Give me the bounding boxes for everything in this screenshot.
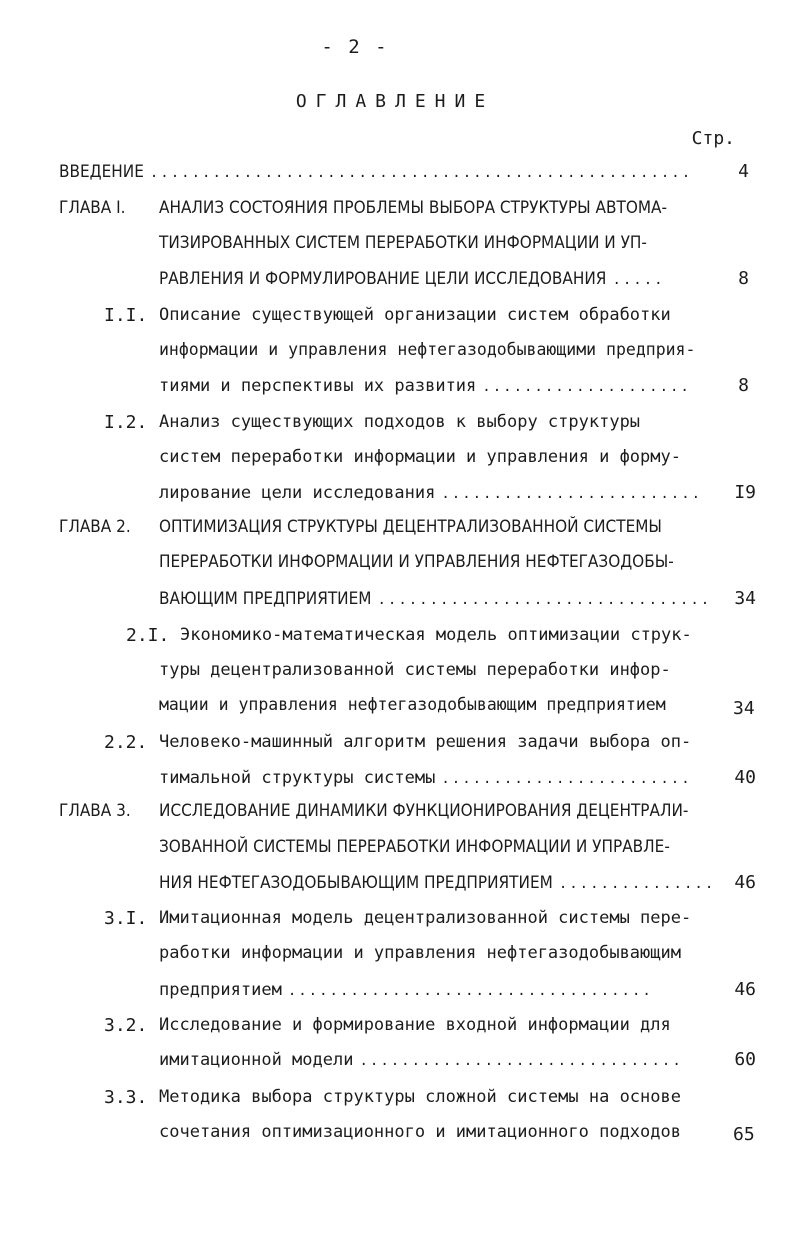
entry-page: 60 xyxy=(734,1049,756,1070)
leader-dots: ......................... xyxy=(441,487,703,501)
entry-text: имитационной модели xyxy=(159,1050,354,1070)
toc-entry-ch2-line3 xyxy=(0,590,799,614)
entry-number: I.I. xyxy=(104,305,148,326)
entry-text: Человеко-машинный алгоритм решения задачи выбора оп- xyxy=(159,732,692,752)
entry-text: мации и управления нефтегазодобывающим предприятием xyxy=(159,695,666,714)
toc-entry-ch1-line2 xyxy=(0,235,799,259)
toc-entry-ch2-line2 xyxy=(0,554,799,578)
entry-number: ГЛАВА 3. xyxy=(59,801,131,821)
leader-dots: .................................................... xyxy=(149,166,693,180)
entry-page: 65 xyxy=(733,1124,755,1145)
toc-entry-s3-2-line2 xyxy=(0,1051,799,1075)
toc-entry-s3-2-line1 xyxy=(0,1017,799,1041)
entry-number: 3.I. xyxy=(104,908,148,929)
entry-text: Описание существующей организации систем обработки xyxy=(159,305,671,325)
entry-page: 46 xyxy=(734,872,756,893)
entry-text: ИССЛЕДОВАНИЕ ДИНАМИКИ ФУНКЦИОНИРОВАНИЯ ДЕЦЕНТРАЛИ- xyxy=(159,801,689,821)
entry-text: Исследование и формирование входной информации для xyxy=(159,1015,671,1035)
toc-entry-s2-2-line1 xyxy=(0,734,799,758)
entry-text: туры децентрализованной системы переработки инфор- xyxy=(159,660,671,680)
toc-entry-s1-2-line3 xyxy=(0,484,799,508)
entry-text: тимальной структуры системы xyxy=(159,768,436,788)
toc-entry-s2-1-line2 xyxy=(0,662,799,686)
entry-text: информации и управления нефтегазодобывающими предприя- xyxy=(159,340,696,359)
toc-entry-s3-3-line1 xyxy=(0,1089,799,1113)
entry-text: Имитационная модель децентрализованной системы пере- xyxy=(159,908,692,928)
toc-entry-ch1-line1 xyxy=(0,200,799,224)
leader-dots: ................................... xyxy=(287,984,653,998)
entry-number: ГЛАВА I. xyxy=(59,198,126,218)
entry-number: ГЛАВА 2. xyxy=(59,517,131,537)
entry-page: 8 xyxy=(738,268,749,289)
leader-dots: ..... xyxy=(612,273,665,287)
entry-text: тиями и перспективы их развития xyxy=(159,376,477,396)
leader-dots: ............... xyxy=(558,877,716,891)
toc-entry-s3-1-line2 xyxy=(0,945,799,969)
leader-dots: ............................... xyxy=(359,1054,683,1068)
leader-dots: ................................ xyxy=(377,593,712,607)
entry-text: предприятием xyxy=(159,980,282,1000)
entry-title: ВВЕДЕНИЕ xyxy=(59,162,144,182)
page-number: - 2 - xyxy=(321,36,389,58)
entry-page: 8 xyxy=(738,375,749,396)
toc-entry-s2-1-line3 xyxy=(0,697,799,721)
entry-text: лирование цели исследования xyxy=(159,483,436,503)
entry-text: Методика выбора структуры сложной системы на основе xyxy=(159,1087,681,1107)
toc-title: ОГЛАВЛЕНИЕ xyxy=(295,91,495,112)
toc-entry-ch2-line1 xyxy=(0,519,799,543)
entry-text: РАВЛЕНИЯ И ФОРМУЛИРОВАНИЕ ЦЕЛИ ИССЛЕДОВАНИЯ xyxy=(159,269,607,289)
entry-page: I9 xyxy=(734,482,756,503)
toc-entry-s1-2-line2 xyxy=(0,449,799,473)
leader-dots: .................... xyxy=(482,380,691,394)
toc-entry-s1-1-line2 xyxy=(0,342,799,366)
entry-text: работки информации и управления нефтегазодобывающим xyxy=(159,943,681,963)
toc-entry-s2-1-line1 xyxy=(0,627,799,651)
toc-entry-ch1-line3 xyxy=(0,270,799,294)
entry-page: 34 xyxy=(734,588,756,609)
entry-page: 4 xyxy=(738,161,749,182)
toc-entry-s1-1-line1 xyxy=(0,307,799,331)
entry-page: 46 xyxy=(734,979,756,1000)
entry-text: ОПТИМИЗАЦИЯ СТРУКТУРЫ ДЕЦЕНТРАЛИЗОВАННОЙ СИСТЕМЫ xyxy=(159,517,662,537)
toc-entry-s3-1-line1 xyxy=(0,910,799,934)
entry-number: 3.3. xyxy=(104,1087,148,1108)
entry-page: 40 xyxy=(734,767,756,788)
entry-text: Экономико-математическая модель оптимизации струк- xyxy=(180,625,692,645)
toc-entry-ch3-line1 xyxy=(0,803,799,827)
toc-entry-ch3-line3 xyxy=(0,874,799,898)
page-column-label: Стр. xyxy=(691,128,735,149)
toc-entry-s3-1-line3 xyxy=(0,981,799,1005)
toc-entry-ch3-line2 xyxy=(0,839,799,863)
entry-text: систем переработки информации и управления и форму- xyxy=(159,447,681,467)
entry-text: ПЕРЕРАБОТКИ ИНФОРМАЦИИ И УПРАВЛЕНИЯ НЕФТЕГАЗОДОБЫ- xyxy=(159,552,674,572)
entry-number: I.2. xyxy=(104,412,148,433)
toc-entry-s1-2-line1 xyxy=(0,414,799,438)
toc-entry-s2-2-line2 xyxy=(0,769,799,793)
entry-text: Анализ существующих подходов к выбору структуры xyxy=(159,412,641,432)
entry-number: 2.I. xyxy=(126,625,170,646)
entry-text: АНАЛИЗ СОСТОЯНИЯ ПРОБЛЕМЫ ВЫБОРА СТРУКТУРЫ АВТОМА- xyxy=(159,198,668,218)
entry-text: ВАЮЩИМ ПРЕДПРИЯТИЕМ xyxy=(159,589,372,609)
entry-text: сочетания оптимизационного и имитационного подходов xyxy=(159,1122,681,1142)
toc-entry-s1-1-line3 xyxy=(0,377,799,401)
toc-entry-intro xyxy=(0,163,799,187)
toc-entry-s3-3-line2 xyxy=(0,1124,799,1148)
leader-dots: ........................ xyxy=(441,772,692,786)
entry-text: НИЯ НЕФТЕГАЗОДОБЫВАЮЩИМ ПРЕДПРИЯТИЕМ xyxy=(159,873,553,893)
entry-number: 3.2. xyxy=(104,1015,148,1036)
entry-number: 2.2. xyxy=(104,732,148,753)
entry-text: ЗОВАННОЙ СИСТЕМЫ ПЕРЕРАБОТКИ ИНФОРМАЦИИ И УПРАВЛЕ- xyxy=(159,837,670,857)
entry-page: 34 xyxy=(733,698,755,719)
entry-text: ТИЗИРОВАННЫХ СИСТЕМ ПЕРЕРАБОТКИ ИНФОРМАЦИИ И УП- xyxy=(159,233,647,253)
